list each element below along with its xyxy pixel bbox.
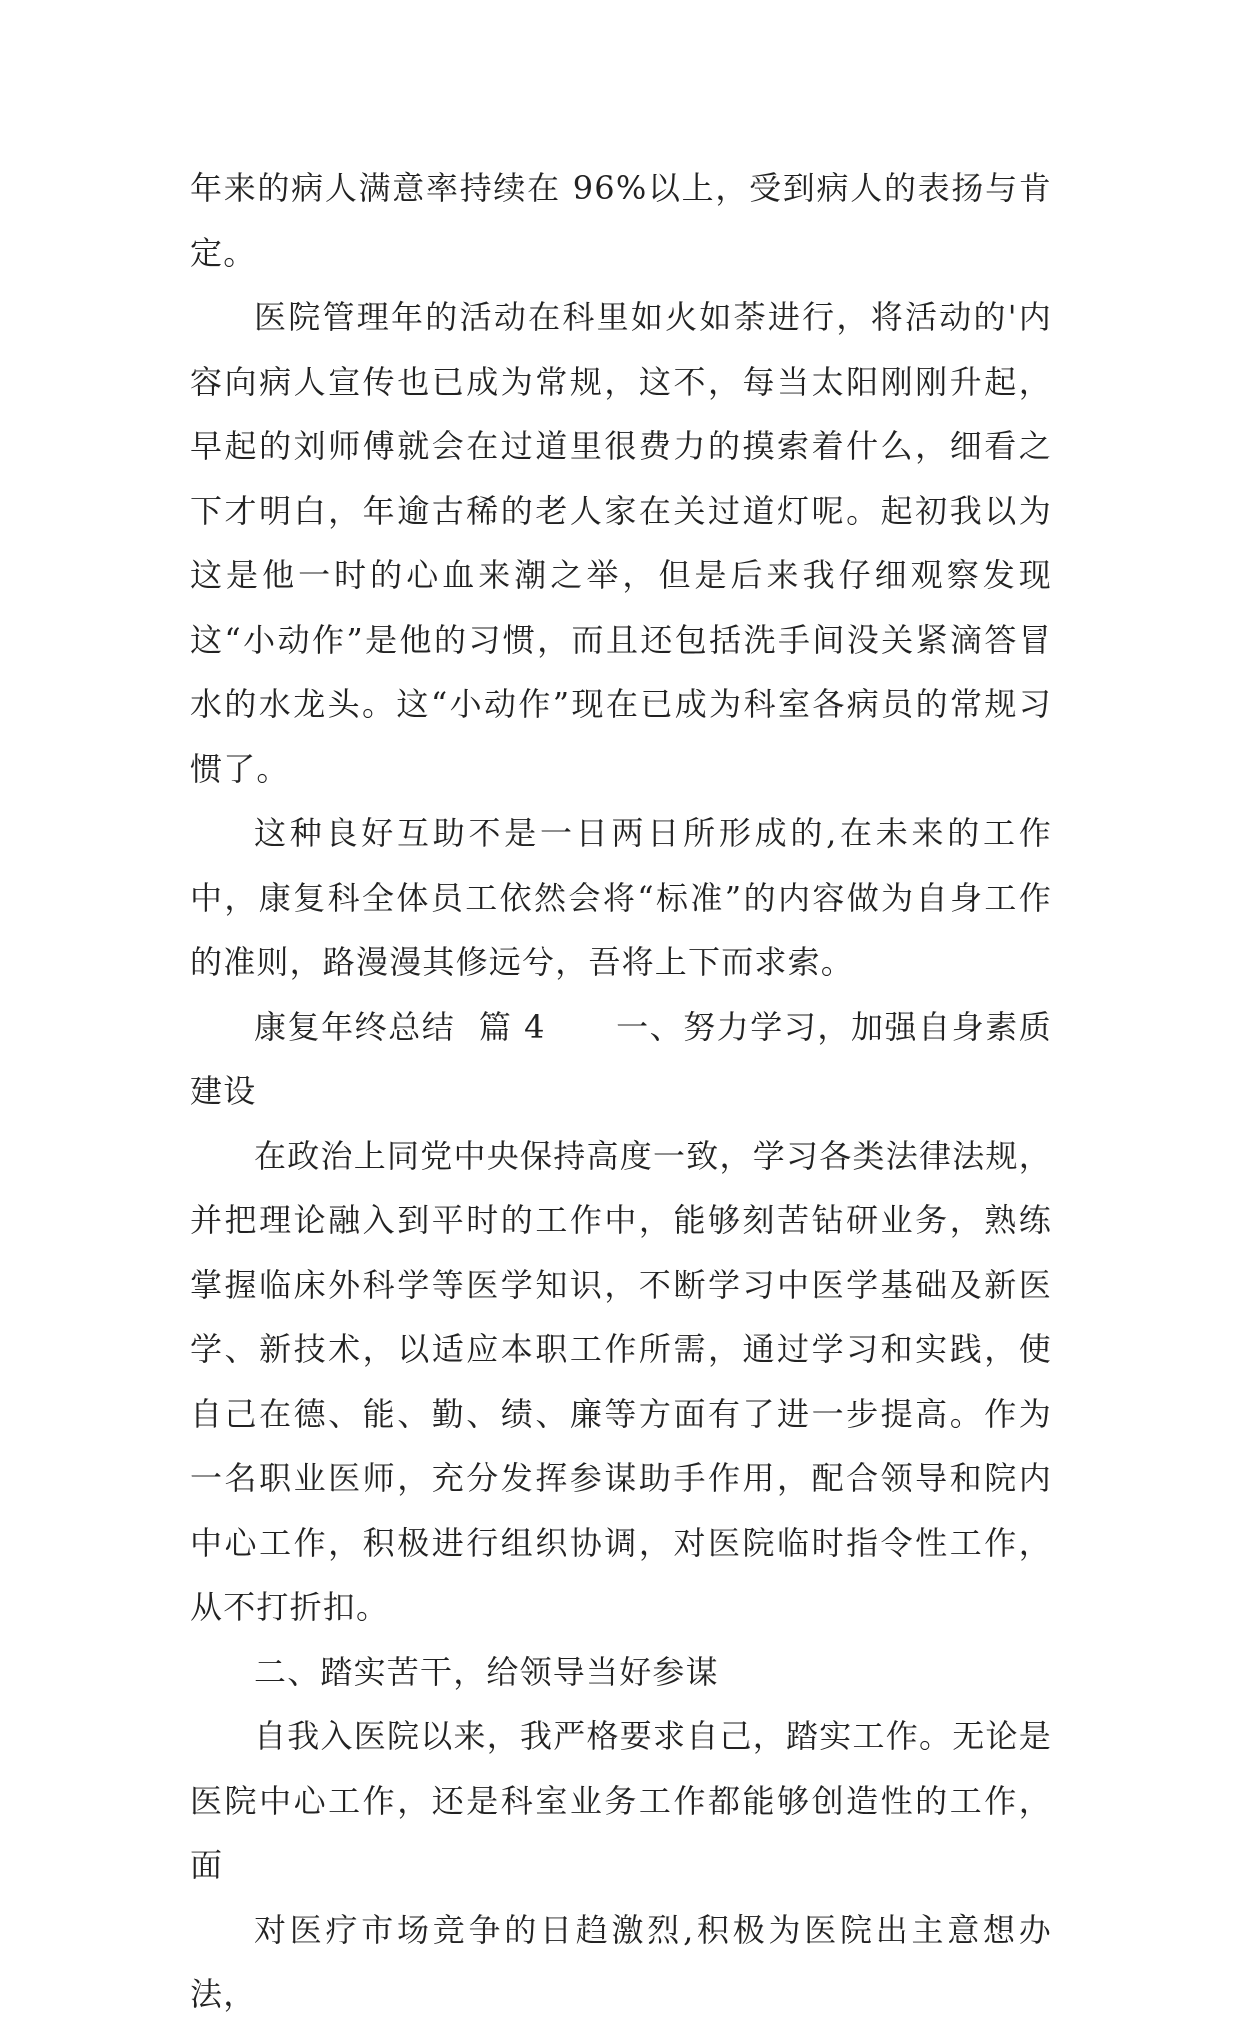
paragraph-mutual-help: 这种良好互助不是一日两日所形成的,在未来的工作中，康复科全体员工依然会将“标准”的内容做为自身工作的准则，路漫漫其修远兮，吾将上下而求索。 [190,814,1052,981]
paragraph-continuation: 年来的病人满意率持续在 96%以上，受到病人的表扬与肯定。 [190,169,1052,272]
section-heading-hard-work: 二、踏实苦干，给领导当好参谋 [254,1652,719,1691]
paragraph-market-competition: 对医疗市场竞争的日趋激烈,积极为医院出主意想办法， [190,1910,1052,2013]
section-heading-part4: 康复年终总结 篇 4 一、努力学习，加强自身素质建设 [190,1007,1052,1110]
document-body [190,156,1052,2027]
paragraph-strict-requirements: 自我入医院以来，我严格要求自己，踏实工作。无论是医院中心工作，还是科室业务工作都能够创造性的工作，面 [190,1717,1052,1884]
paragraph-management-year: 医院管理年的活动在科里如火如荼进行，将活动的'内容向病人宣传也已成为常规，这不，每当太阳刚刚升起，早起的刘师傅就会在过道里很费力的摸索着什么，细看之下才明白，年逾古稀的老人家在关过道灯呢。起初我以为这是他一时的心血来潮之举，但是后来我仔细观察发现这“小动作”是他的习惯，而且还包括洗手间没关紧滴答冒水的水龙头。这“小动作”现在已成为科室各病员的常规习惯了。 [190,298,1052,788]
paragraph-political-study: 在政治上同党中央保持高度一致，学习各类法律法规，并把理论融入到平时的工作中，能够刻苦钻研业务，熟练掌握临床外科学等医学知识，不断学习中医学基础及新医学、新技术，以适应本职工作所需，通过学习和实践，使自己在德、能、勤、绩、廉等方面有了进一步提高。作为一名职业医师，充分发挥参谋助手作用，配合领导和院内中心工作，积极进行组织协调，对医院临时指令性工作，从不打折扣。 [190,1136,1052,1626]
